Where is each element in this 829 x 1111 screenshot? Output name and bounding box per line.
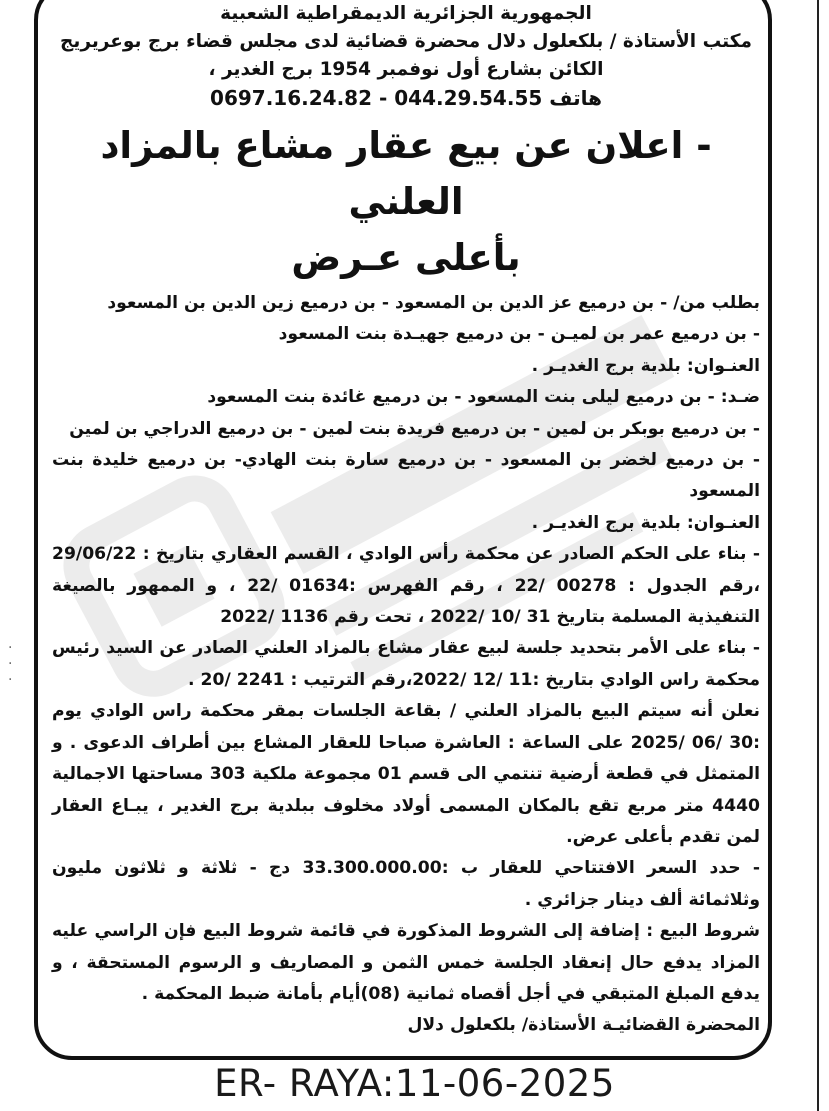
opening-price-paragraph: - حدد السعر الافتتاحي للعقار ب :33.300.000.00 دج - ثلاثة و ثلاثون مليون وثلاثمائة ألف دينار جزائري .: [52, 858, 760, 910]
requesters-line-2: - بن درميع عمر بن لميـن - بن درميع جهيـدة بنت المسعود: [278, 324, 760, 345]
title-line-1: - اعلان عن بيع عقار مشاع بالمزاد العلني: [100, 124, 712, 223]
judgment-paragraph: - بناء على الحكم الصادر عن محكمة رأس الوادي ، القسم العقاري بتاريخ : 29/06/22 ،رقم الجدول : 00278 /22 ، رقم الفهرس :01634 /22 ، و الممهور بالصيغة التنفيذية المسلمة بتاريخ 31 /10 /2022 ، تحت رقم 1136 /2022: [52, 544, 760, 628]
adjacent-column-edge: [817, 0, 829, 1111]
announcement-body: [52, 288, 760, 1042]
defendants-line-2: - بن درميع بوبكر بن لمين - بن درميع فريدة بنت لمين - بن درميع الدراجي بن لمين: [69, 418, 760, 439]
requesters-line-1: بطلب من/ - بن درميع عز الدين بن المسعود - بن درميع زين الدين بن المسعود: [107, 293, 760, 313]
announcement-content: [52, 0, 760, 1050]
margin-dots: · · ·: [8, 640, 13, 688]
sale-notice-paragraph: نعلن أنه سيتم البيع بالمزاد العلني / بقاعة الجلسات بمقر محكمة راس الوادي يوم :30 /06 /2025 على الساعة : العاشرة صباحا للعقار المشاع بين أطراف الدعوى . و المتمثل في قطعة أرضية تنتمي الى قسم 01 مجموعة ملكية 303 مساحتها الاجمالية 4440 متر مربع تقع بالمكان المسمى أولاد مخلوف ببلدية برج الغدير ، يبـاع العقار لمن تقدم بأعلى عرض.: [52, 701, 761, 847]
requesters-address: العنـوان: بلدية برج الغديـر .: [531, 355, 760, 376]
publication-stamp: ER- RAYA:11-06-2025: [214, 1062, 615, 1105]
office-name: مكتب الأستاذة / بلكعلول دلال محضرة قضائية لدى مجلس قضاء برج بوعريريج: [60, 31, 752, 52]
defendants-line-1: ضـد: - بن درميع ليلى بنت المسعود - بن درميع غائدة بنت المسعود: [207, 387, 760, 408]
title-line-2: بأعلى عـرض: [291, 236, 521, 279]
office-phone: هاتف 044.29.54.55 - 0697.16.24.82: [210, 86, 602, 110]
republic-title: الجمهورية الجزائرية الديمقراطية الشعبية: [220, 3, 592, 24]
announcement-title: [52, 118, 760, 286]
signature: المحضرة القضائيـة الأستاذة/ بلكعلول دلال: [407, 1015, 760, 1036]
defendants-address: العنـوان: بلدية برج الغديـر .: [531, 512, 760, 533]
defendants-line-3: - بن درميع لخضر بن المسعود - بن درميع سارة بنت الهادي- بن درميع خليدة بنت المسعود: [52, 450, 760, 502]
sale-conditions-paragraph: شروط البيع : إضافة إلى الشروط المذكورة في قائمة شروط البيع فإن الراسي عليه المزاد يدفع حال إنعقاد الجلسة خمس الثمن و المصاريف و الرسوم المستحقة ، و يدفع المبلغ المتبقي في أجل أقصاه ثمانية (08)أيام بأمانة ضبط المحكمة .: [52, 921, 760, 1004]
office-header: [52, 0, 760, 112]
office-address: الكائن بشارع أول نوفمبر 1954 برج الغدير ،: [208, 59, 604, 80]
order-paragraph: - بناء على الأمر بتحديد جلسة لبيع عقار مشاع بالمزاد العلني الصادر عن السيد رئيس محكمة راس الوادي بتاريخ :11 /12 /2022،رقم الترتيب : 2241 /20 .: [52, 638, 760, 690]
